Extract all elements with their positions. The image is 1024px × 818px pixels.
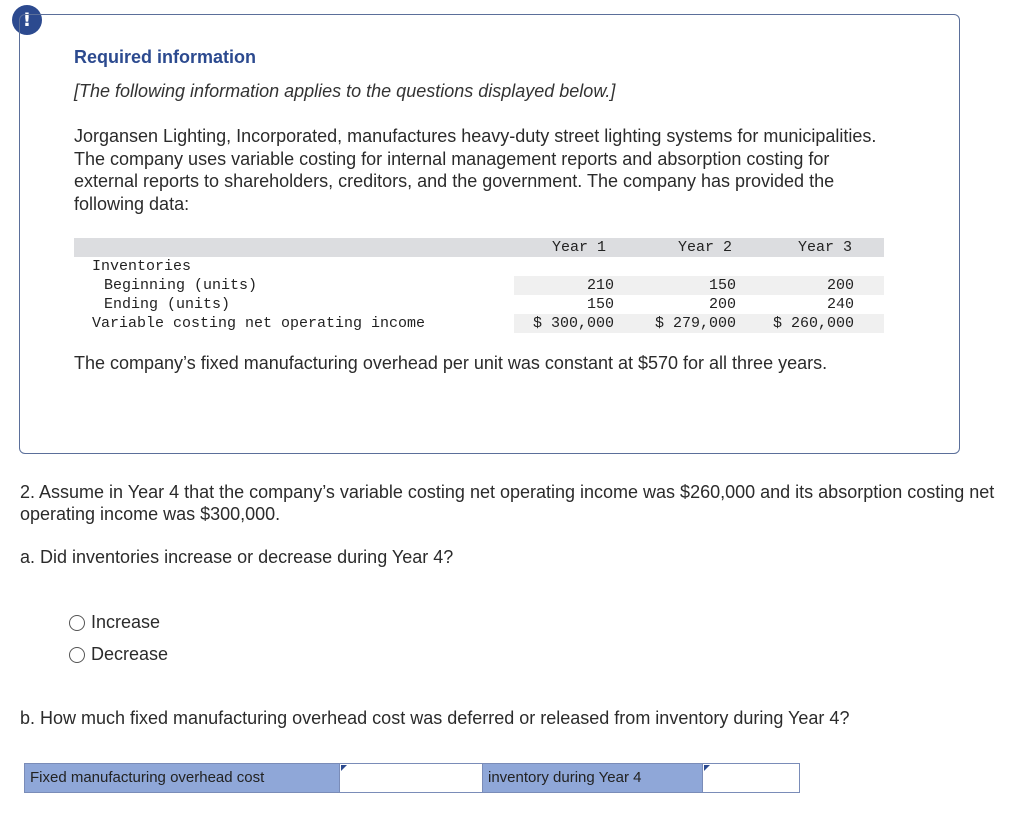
table-header-year-2: Year 2 xyxy=(644,238,766,257)
row-label: Beginning (units) xyxy=(104,277,258,294)
required-info-panel xyxy=(19,14,960,454)
table-row xyxy=(74,314,884,333)
table-row xyxy=(74,257,884,276)
table-cell: 210 xyxy=(514,276,644,295)
row-label: Variable costing net operating income xyxy=(92,315,426,332)
table-header-row xyxy=(74,238,884,257)
table-header-blank xyxy=(74,238,514,257)
fixed-overhead-note: The company’s fixed manufacturing overhead per unit was constant at $570 for all three years. xyxy=(74,353,828,373)
table-cell: $ 260,000 xyxy=(766,314,884,333)
radio-option-increase[interactable] xyxy=(69,612,160,633)
table-cell: 200 xyxy=(708,296,736,313)
inventory-data-table xyxy=(74,238,884,333)
overhead-amount-input[interactable] xyxy=(702,764,799,792)
deferred-released-dropdown[interactable] xyxy=(339,764,483,792)
table-cell: 150 xyxy=(644,276,766,295)
table-row xyxy=(74,295,884,314)
answer-row xyxy=(24,763,800,793)
table-cell: 240 xyxy=(826,296,854,313)
table-row xyxy=(74,276,884,295)
required-info-note: [The following information applies to the questions displayed below.] xyxy=(74,81,616,101)
question-2-text: 2. Assume in Year 4 that the company’s variable costing net operating income was $260,000 and its absorption costing net operating income was $300,000. xyxy=(20,482,995,524)
table-cell: $ 300,000 xyxy=(514,314,644,333)
table-cell: 200 xyxy=(766,276,884,295)
radio-label: Decrease xyxy=(91,644,169,664)
required-info-title: Required information xyxy=(74,47,257,67)
inventories-label: Inventories xyxy=(92,258,192,275)
radio-label: Increase xyxy=(91,612,161,632)
radio-button[interactable] xyxy=(69,615,85,631)
row-label: Ending (units) xyxy=(104,296,231,313)
table-header-year-3: Year 3 xyxy=(766,238,884,257)
radio-button[interactable] xyxy=(69,647,85,663)
question-2a-text: a. Did inventories increase or decrease during Year 4? xyxy=(20,547,454,567)
intro-paragraph: Jorgansen Lighting, Incorporated, manufactures heavy-duty street lighting systems for municipalities. The company uses variable costing for internal management reports and absorption costing for external reports to shareholders, creditors, and the government. The company has provided the following data: xyxy=(74,126,877,214)
inventory-year-4-label: inventory during Year 4 xyxy=(483,764,702,792)
alert-icon: ! xyxy=(12,5,42,35)
table-header-year-1: Year 1 xyxy=(514,238,644,257)
question-2b-text: b. How much fixed manufacturing overhead cost was deferred or released from inventory during Year 4? xyxy=(20,708,850,728)
table-cell: $ 279,000 xyxy=(644,314,766,333)
table-cell: 150 xyxy=(586,296,614,313)
fixed-overhead-label: Fixed manufacturing overhead cost xyxy=(25,764,339,792)
radio-option-decrease[interactable] xyxy=(69,644,168,665)
